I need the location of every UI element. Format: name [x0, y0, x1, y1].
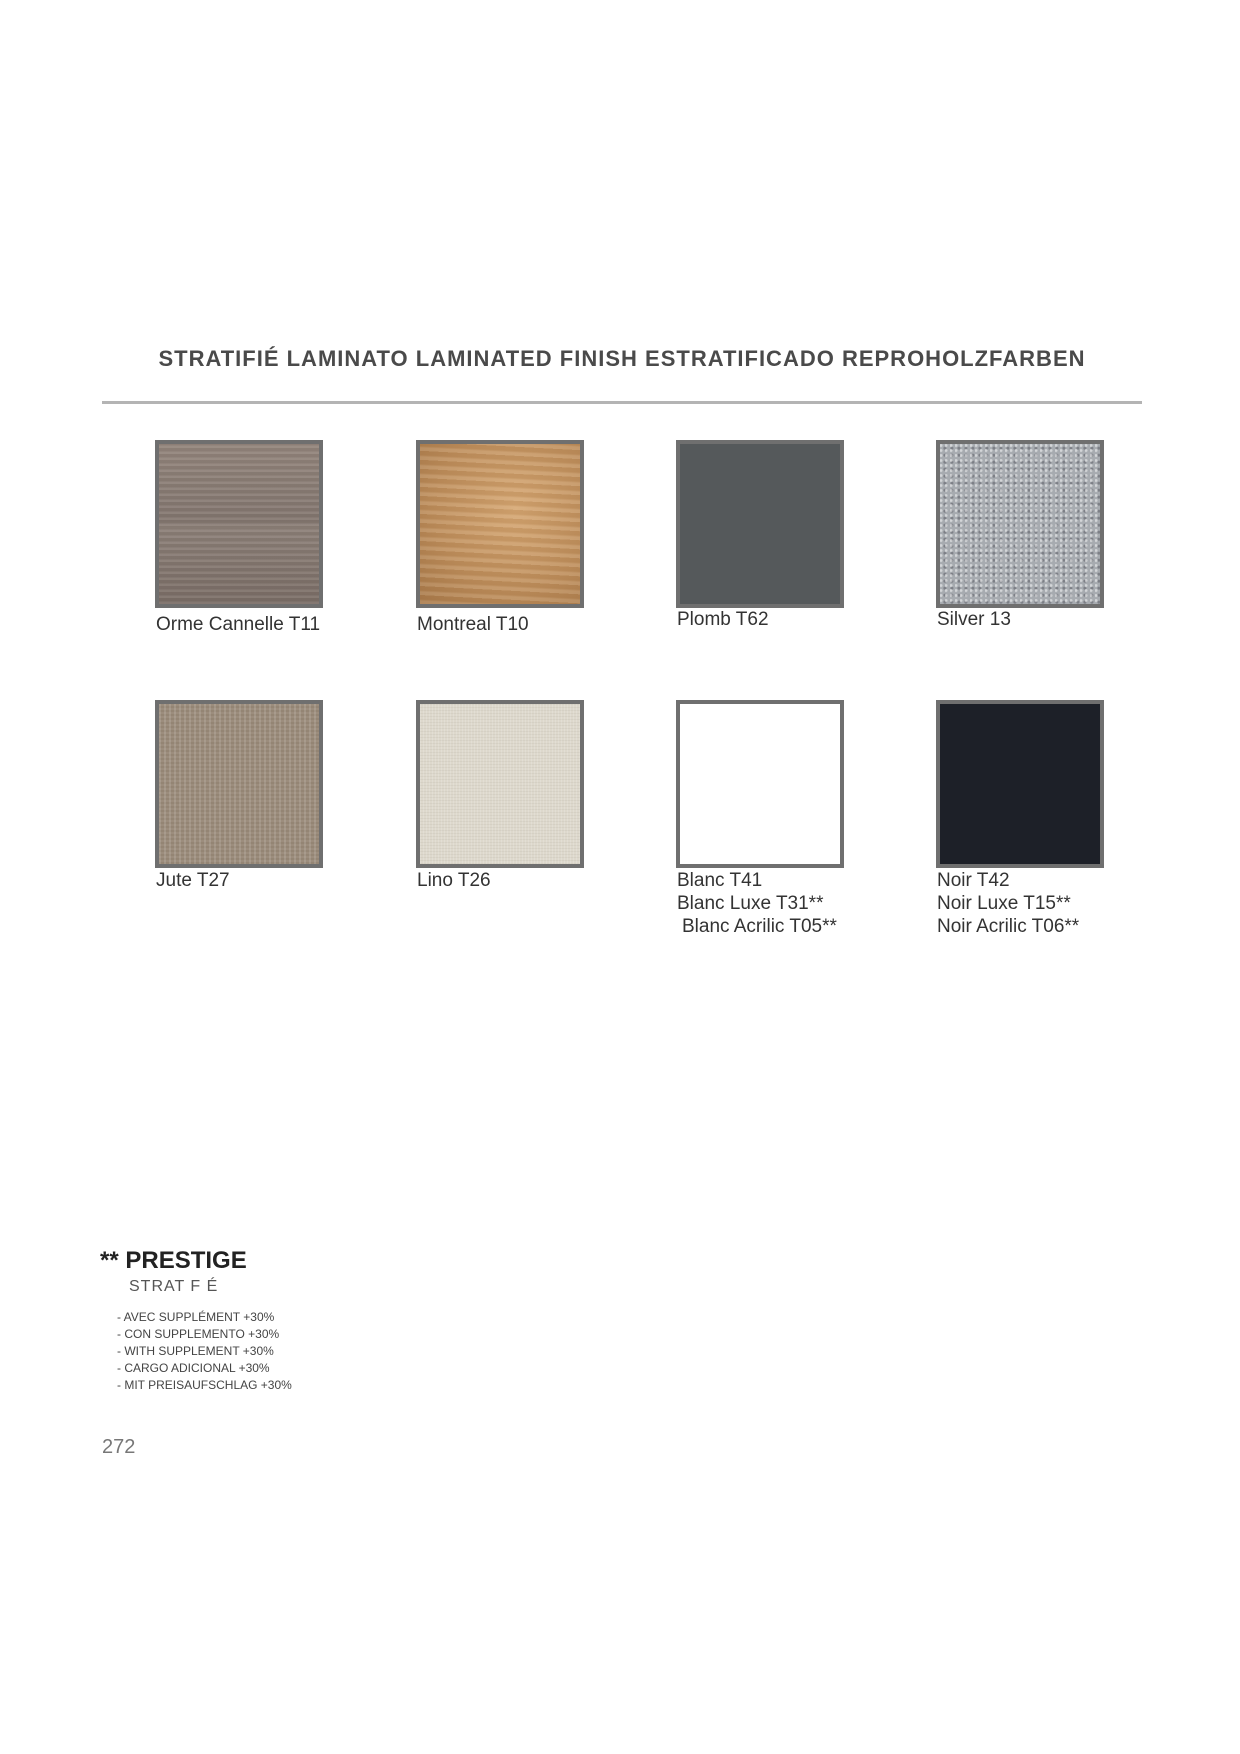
swatch-label: Lino T26: [417, 870, 491, 891]
swatch-label: Jute T27: [156, 870, 230, 891]
swatch-label-line: Noir Luxe T15**: [937, 893, 1071, 914]
note-line: - AVEC SUPPLÉMENT +30%: [117, 1310, 275, 1324]
swatch-jute: [155, 700, 323, 868]
swatch-label: Orme Cannelle T11: [156, 614, 321, 635]
swatch-lino: [416, 700, 584, 868]
page-number: 272: [102, 1436, 136, 1458]
swatch-label: [677, 869, 837, 938]
prestige-notes: [117, 1309, 292, 1394]
swatch-label: [937, 869, 1079, 938]
prestige-subtitle: STRAT F É: [129, 1278, 219, 1295]
prestige-heading: ** PRESTIGE: [100, 1247, 247, 1274]
note-line: - CON SUPPLEMENTO +30%: [117, 1327, 280, 1341]
swatch-label-line: Blanc Acrilic T05**: [682, 916, 837, 937]
note-line: - WITH SUPPLEMENT +30%: [117, 1344, 274, 1358]
swatch-label-line: Noir Acrilic T06**: [937, 916, 1080, 937]
swatch-label-line: Blanc Luxe T31**: [677, 893, 824, 914]
swatch-orme-cannelle: [155, 440, 323, 608]
note-line: - CARGO ADICIONAL +30%: [117, 1361, 270, 1375]
swatch-noir: [936, 700, 1104, 868]
title-divider: [102, 401, 1142, 404]
swatch-label-line: Noir T42: [937, 870, 1010, 891]
swatch-plomb: [676, 440, 844, 608]
swatch-label: Silver 13: [937, 609, 1011, 630]
swatch-label: Plomb T62: [677, 609, 769, 630]
swatch-silver: [936, 440, 1104, 608]
swatch-blanc: [676, 700, 844, 868]
swatch-montreal: [416, 440, 584, 608]
swatch-label: Montreal T10: [417, 614, 529, 635]
swatch-label-line: Blanc T41: [677, 870, 763, 891]
page-title: STRATIFIÉ LAMINATO LAMINATED FINISH ESTRATIFICADO REPROHOLZFARBEN: [158, 346, 1086, 371]
note-line: - MIT PREISAUFSCHLAG +30%: [117, 1378, 292, 1392]
